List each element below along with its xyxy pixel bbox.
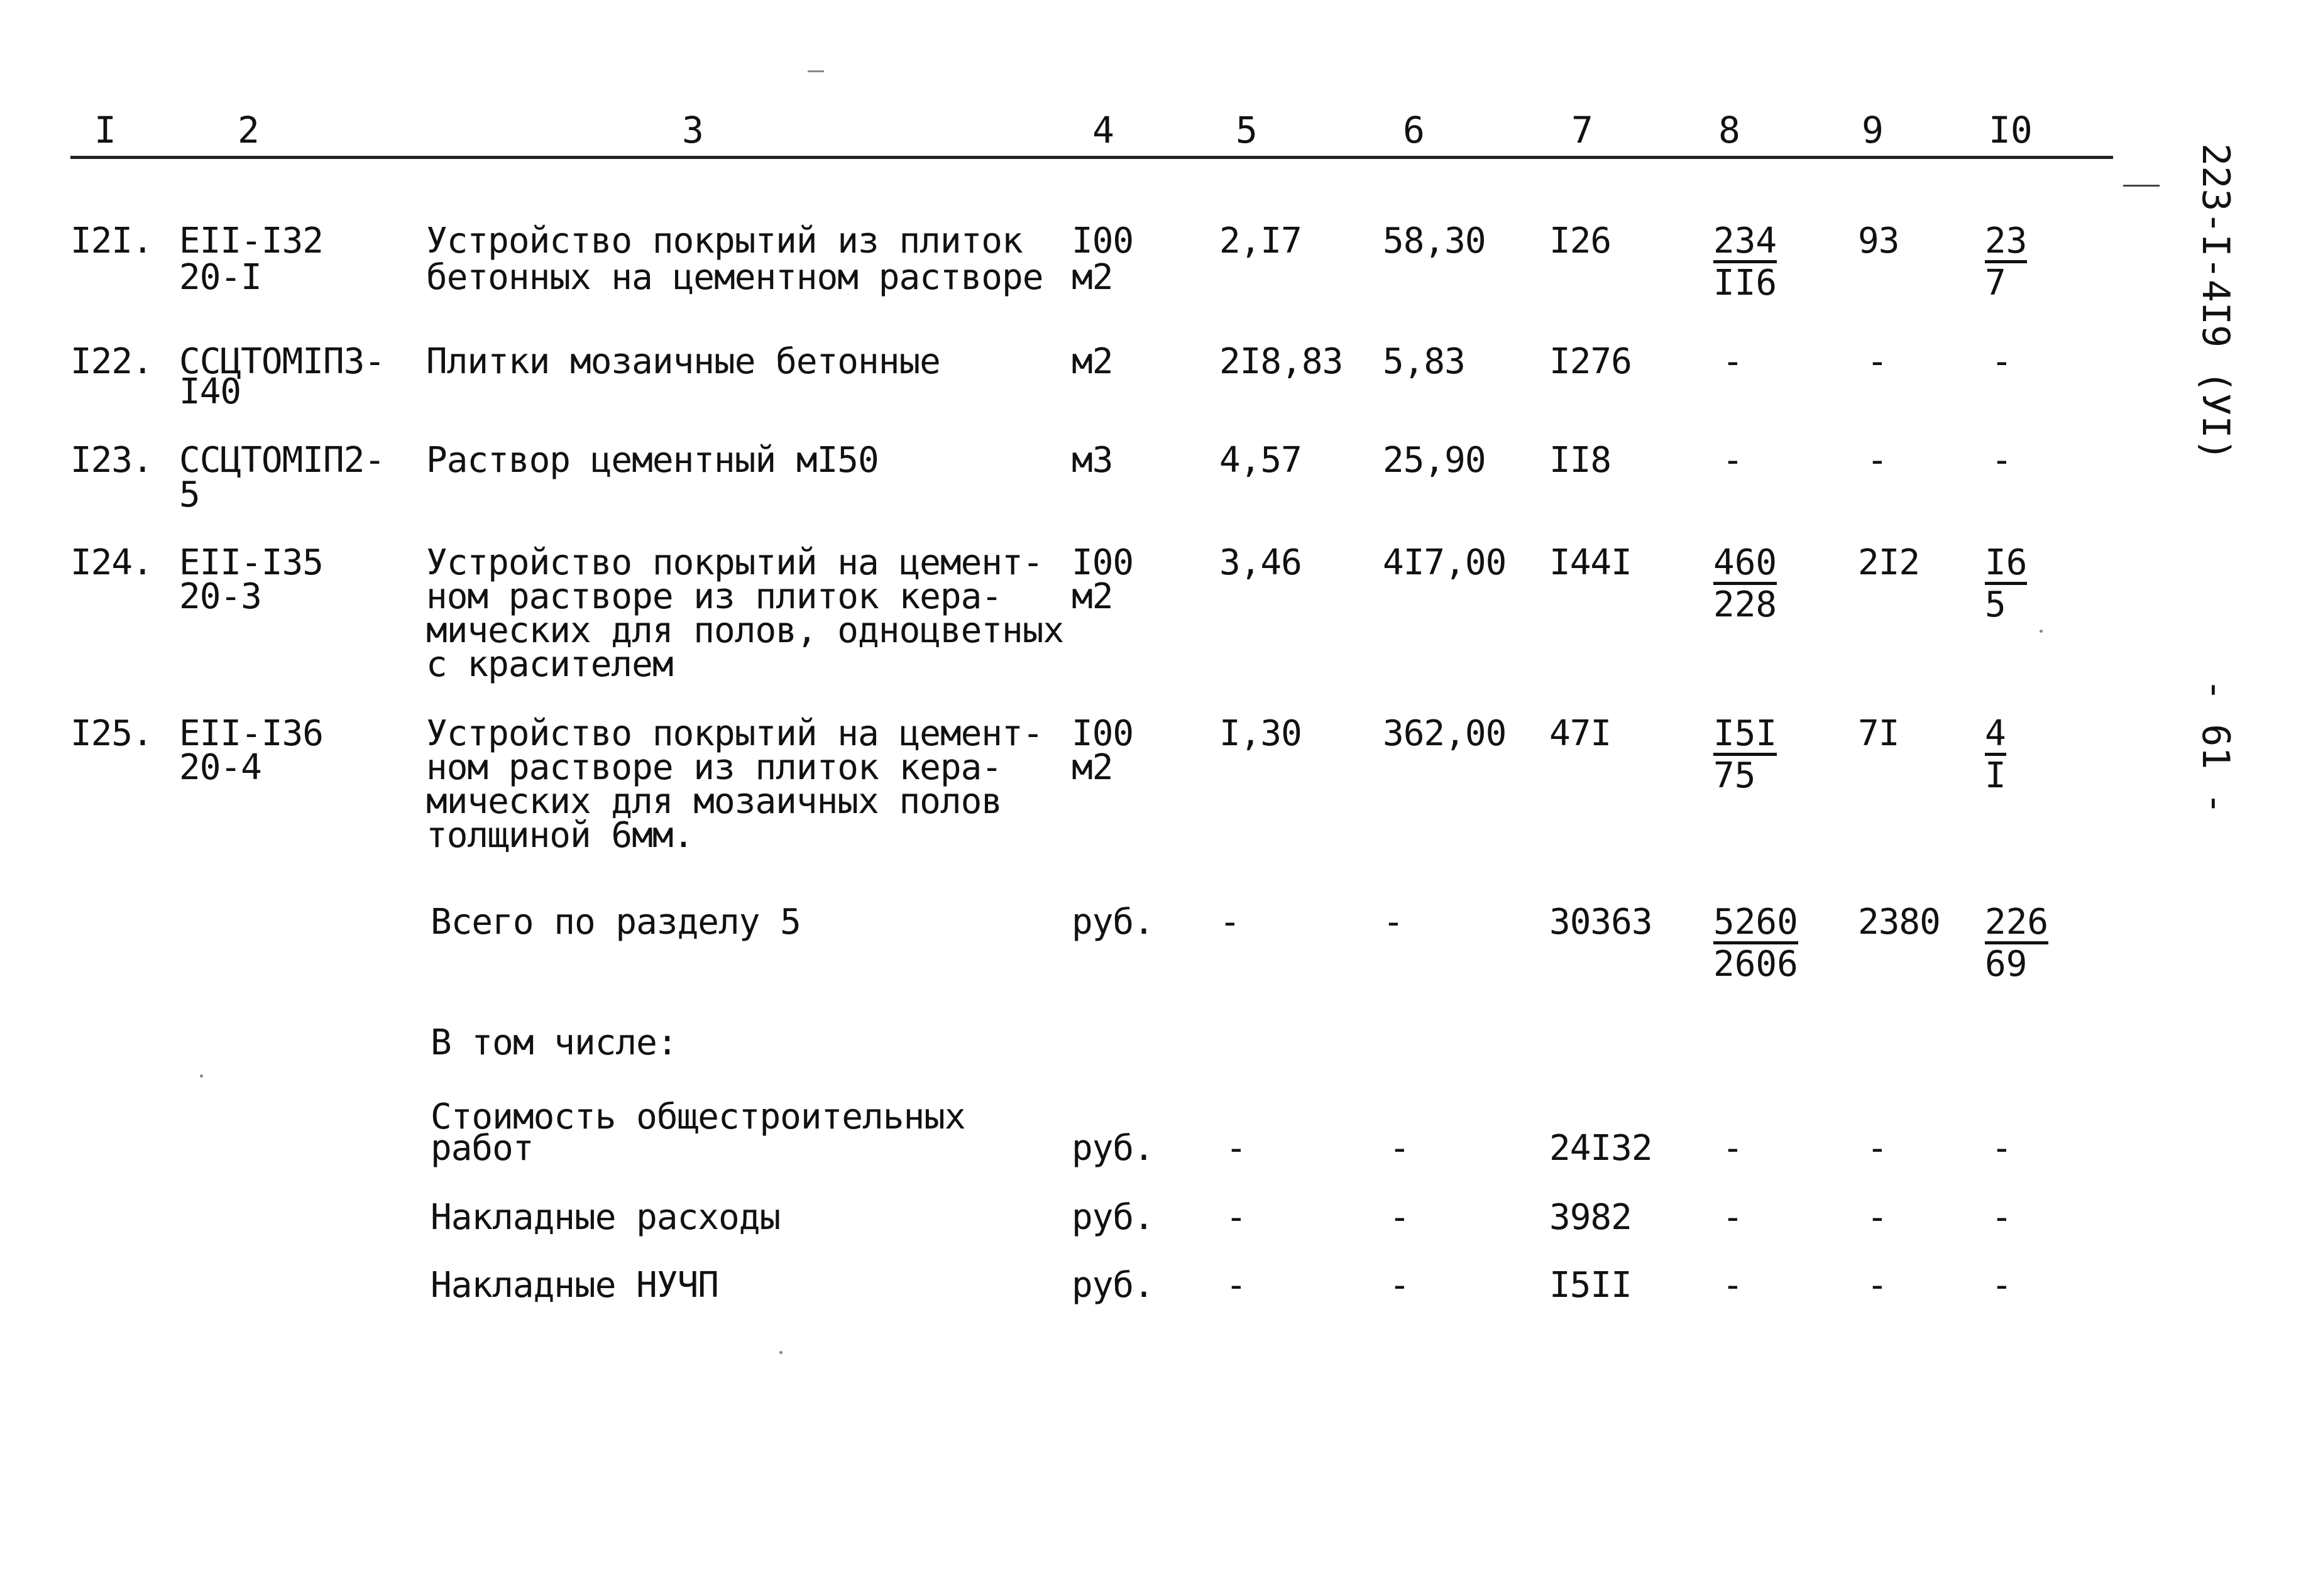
side-page-number: - 61 - <box>2194 679 2238 815</box>
row-description-line: Плитки мозаичные бетонные <box>426 341 940 382</box>
scan-speck <box>779 1351 783 1354</box>
column-header-10: I0 <box>1989 109 2033 151</box>
row-number: I23. <box>70 440 153 481</box>
fraction-numerator: 23 <box>1985 224 2027 263</box>
fraction-denominator: 7 <box>1985 263 2006 303</box>
row-col10-fraction <box>1985 542 2028 625</box>
subtotal-col9: - <box>1867 1128 1887 1169</box>
row-col6: 5,83 <box>1383 341 1465 382</box>
total-col10-fraction <box>1985 902 2049 985</box>
subtotal-col10: - <box>1991 1197 2012 1238</box>
row-code-line: ССЦТОМIП3- <box>179 341 385 382</box>
row-col8: - <box>1722 440 1743 481</box>
fraction-denominator: I <box>1985 755 2006 796</box>
subtotal-col7: 24I32 <box>1549 1128 1652 1169</box>
column-header-2: 2 <box>238 109 260 151</box>
row-unit-line: м2 <box>1072 257 1113 298</box>
subtotal-col8: - <box>1722 1128 1743 1169</box>
subtotal-col8: - <box>1722 1265 1743 1306</box>
row-unit-line: м2 <box>1072 341 1113 382</box>
total-col5: - <box>1219 902 1240 943</box>
subtotal-unit: руб. <box>1072 1128 1154 1169</box>
row-description-line: Устройство покрытий на цемент- <box>426 542 1043 583</box>
row-number: I22. <box>70 341 153 382</box>
fraction-denominator: II6 <box>1713 263 1777 303</box>
row-col7: I44I <box>1549 542 1632 583</box>
row-code-line: EII-I32 <box>179 221 324 261</box>
column-header-7: 7 <box>1571 109 1593 151</box>
subtotal-label-line: Накладные НУЧП <box>431 1265 719 1306</box>
total-unit: руб. <box>1072 902 1154 943</box>
fraction-denominator: 228 <box>1713 584 1777 625</box>
row-col7: I276 <box>1549 341 1632 382</box>
subtotal-col5: - <box>1226 1197 1246 1238</box>
subtotal-col5: - <box>1226 1128 1246 1169</box>
row-col8-fraction <box>1713 542 1777 625</box>
row-code-line: 5 <box>179 474 200 515</box>
column-header-6: 6 <box>1403 109 1425 151</box>
column-header-1: I <box>94 109 116 151</box>
fraction-denominator: 69 <box>1985 944 2028 985</box>
column-header-9: 9 <box>1862 109 1884 151</box>
header-rule <box>70 156 2113 159</box>
row-description-line: Устройство покрытий из плиток <box>426 221 1023 261</box>
row-col10: - <box>1991 440 2012 481</box>
total-label: Всего по разделу 5 <box>431 902 801 943</box>
subtotal-label-line: Стоимость общестроительных <box>431 1096 965 1137</box>
row-col5: 2I8,83 <box>1219 341 1343 382</box>
row-description-line: Устройство покрытий на цемент- <box>426 713 1043 754</box>
row-col10-fraction <box>1985 713 2006 796</box>
fraction-numerator: 460 <box>1713 545 1777 585</box>
row-col8-fraction <box>1713 221 1777 303</box>
row-col7: I26 <box>1549 221 1612 261</box>
row-description-line: бетонных на цементном растворе <box>426 257 1043 298</box>
column-header-8: 8 <box>1718 109 1740 151</box>
row-col9: - <box>1867 341 1887 382</box>
side-document-id: 223-I-4I9 (УI) <box>2194 143 2238 461</box>
column-header-5: 5 <box>1236 109 1258 151</box>
subtotal-col9: - <box>1867 1265 1887 1306</box>
total-col9: 2380 <box>1858 902 1940 943</box>
subtotal-col6: - <box>1389 1197 1410 1238</box>
row-col9: 2I2 <box>1858 542 1920 583</box>
row-code-line: EII-I35 <box>179 542 324 583</box>
row-col10: - <box>1991 341 2012 382</box>
column-header-3: 3 <box>682 109 704 151</box>
margin-tick <box>2123 185 2160 187</box>
row-number: I25. <box>70 713 153 754</box>
fraction-denominator: 2606 <box>1713 944 1798 985</box>
row-description-line: ном растворе из плиток кера- <box>426 576 1002 617</box>
subtotal-label-line: работ <box>431 1128 534 1169</box>
row-code-line: ССЦТОМIП2- <box>179 440 385 481</box>
subtotal-col6: - <box>1389 1128 1410 1169</box>
row-unit-line: I00 <box>1072 542 1134 583</box>
fraction-numerator: 226 <box>1985 905 2048 944</box>
fraction-numerator: I6 <box>1985 545 2027 585</box>
row-description-line: толщиной 6мм. <box>426 815 694 856</box>
row-col8: - <box>1722 341 1743 382</box>
row-code-line: 20-I <box>179 257 261 298</box>
subtotal-col6: - <box>1389 1265 1410 1306</box>
row-col5: 4,57 <box>1219 440 1302 481</box>
subtotal-label-line: Накладные расходы <box>431 1197 781 1238</box>
including-label: В том числе: <box>431 1022 678 1063</box>
row-description-line: мических для мозаичных полов <box>426 781 1002 822</box>
row-code-line: 20-3 <box>179 576 261 617</box>
fraction-numerator: I5I <box>1713 716 1777 756</box>
row-col9: - <box>1867 440 1887 481</box>
row-number: I24. <box>70 542 153 583</box>
subtotal-col7: I5II <box>1549 1265 1632 1306</box>
fraction-numerator: 4 <box>1985 716 2006 756</box>
row-code-line: I40 <box>179 371 241 412</box>
total-col7: 30363 <box>1549 902 1652 943</box>
row-description-line: мических для полов, одноцветных <box>426 610 1064 651</box>
row-col6: 25,90 <box>1383 440 1486 481</box>
row-description-line: с красителем <box>426 644 673 685</box>
row-unit-line: м2 <box>1072 747 1113 788</box>
subtotal-col10: - <box>1991 1265 2012 1306</box>
scan-speck <box>2040 630 2043 633</box>
scan-speck <box>808 70 824 72</box>
row-unit-line: I00 <box>1072 221 1134 261</box>
subtotal-col10: - <box>1991 1128 2012 1169</box>
row-unit-line: м2 <box>1072 576 1113 617</box>
row-unit-line: м3 <box>1072 440 1113 481</box>
row-col6: 4I7,00 <box>1383 542 1507 583</box>
subtotal-unit: руб. <box>1072 1265 1154 1306</box>
row-description-line: Раствор цементный мI50 <box>426 440 879 481</box>
column-header-4: 4 <box>1092 109 1114 151</box>
subtotal-col8: - <box>1722 1197 1743 1238</box>
row-col9: 93 <box>1858 221 1899 261</box>
fraction-numerator: 234 <box>1713 224 1777 263</box>
scan-speck <box>200 1074 203 1078</box>
row-col10-fraction <box>1985 221 2028 303</box>
row-col6: 362,00 <box>1383 713 1507 754</box>
fraction-numerator: 5260 <box>1713 905 1798 944</box>
subtotal-col5: - <box>1226 1265 1246 1306</box>
row-number: I2I. <box>70 221 153 261</box>
row-col5: 2,I7 <box>1219 221 1302 261</box>
row-unit-line: I00 <box>1072 713 1134 754</box>
subtotal-unit: руб. <box>1072 1197 1154 1238</box>
subtotal-col7: 3982 <box>1549 1197 1632 1238</box>
row-col7: 47I <box>1549 713 1612 754</box>
row-col8-fraction <box>1713 713 1777 796</box>
row-col9: 7I <box>1858 713 1899 754</box>
fraction-denominator: 75 <box>1713 755 1756 796</box>
subtotal-col9: - <box>1867 1197 1887 1238</box>
total-col8-fraction <box>1713 902 1798 985</box>
row-description-line: ном растворе из плиток кера- <box>426 747 1002 788</box>
row-code-line: EII-I36 <box>179 713 324 754</box>
row-code-line: 20-4 <box>179 747 261 788</box>
row-col7: II8 <box>1549 440 1612 481</box>
row-col5: I,30 <box>1219 713 1302 754</box>
total-col6: - <box>1383 902 1403 943</box>
row-col6: 58,30 <box>1383 221 1486 261</box>
fraction-denominator: 5 <box>1985 584 2006 625</box>
row-col5: 3,46 <box>1219 542 1302 583</box>
